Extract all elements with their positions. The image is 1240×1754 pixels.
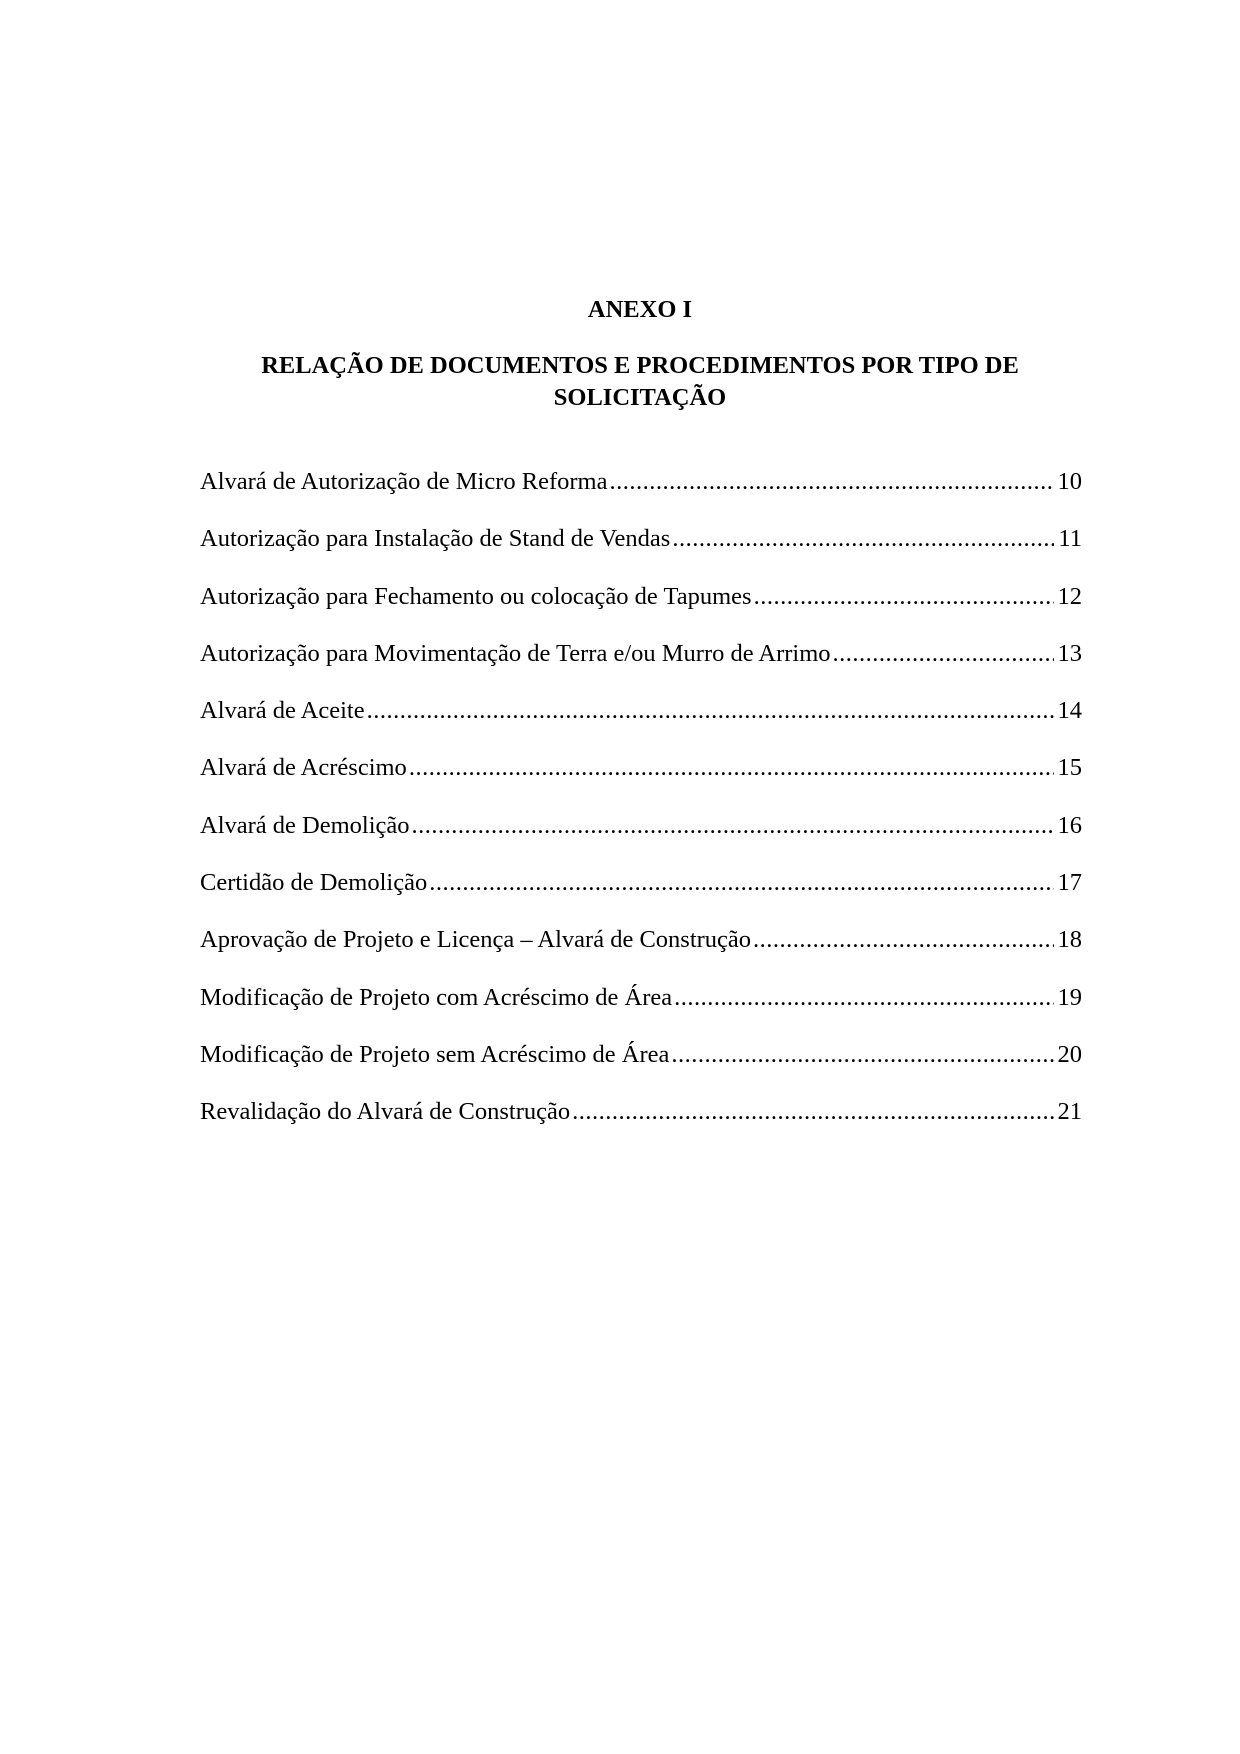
toc-entry[interactable] xyxy=(200,811,1082,868)
toc-entry-page: 15 xyxy=(1057,754,1082,782)
toc-entry-page: 20 xyxy=(1057,1040,1082,1068)
toc-entry-page: 12 xyxy=(1057,582,1082,610)
toc-entry[interactable] xyxy=(200,639,1082,696)
toc-dot-leader xyxy=(412,811,1054,841)
toc-entry-page: 21 xyxy=(1057,1098,1082,1126)
toc-entry[interactable] xyxy=(200,868,1082,925)
toc-entry-label: Autorização para Instalação de Stand de Vendas xyxy=(200,525,671,553)
toc-entry[interactable] xyxy=(200,467,1082,524)
toc-entry-label: Alvará de Demolição xyxy=(200,811,410,839)
document-title-line-2: SOLICITAÇÃO xyxy=(553,384,727,411)
toc-entry[interactable] xyxy=(200,1097,1082,1154)
toc-entry-label: Autorização para Fechamento ou colocação de Tapumes xyxy=(200,582,752,610)
toc-entry-page: 14 xyxy=(1057,697,1082,725)
toc-dot-leader xyxy=(367,696,1054,726)
toc-entry[interactable] xyxy=(200,1040,1082,1097)
toc-dot-leader xyxy=(672,524,1054,554)
toc-dot-leader xyxy=(572,1097,1053,1127)
toc-entry-label: Modificação de Projeto sem Acréscimo de Área xyxy=(200,1040,670,1068)
toc-dot-leader xyxy=(671,1040,1053,1070)
toc-dot-leader xyxy=(753,925,1053,955)
toc-dot-leader xyxy=(754,582,1054,612)
toc-dot-leader xyxy=(609,467,1053,497)
document-title-line-1: RELAÇÃO DE DOCUMENTOS E PROCEDIMENTOS POR TIPO DE xyxy=(261,352,1019,379)
toc-entry-page: 17 xyxy=(1057,869,1082,897)
toc-entry-page: 10 xyxy=(1057,468,1082,495)
toc-entry-label: Aprovação de Projeto e Licença – Alvará de Construção xyxy=(200,926,752,954)
toc-entry-page: 18 xyxy=(1057,926,1082,954)
toc-entry-label: Alvará de Acréscimo xyxy=(200,754,407,782)
toc-entry-label: Autorização para Movimentação de Terra e/ou Murro de Arrimo xyxy=(200,639,831,667)
annex-heading: ANEXO I xyxy=(587,296,693,323)
toc-entry[interactable] xyxy=(200,696,1082,753)
toc-entry-label: Modificação de Projeto com Acréscimo de Área xyxy=(200,983,673,1011)
toc-entry[interactable] xyxy=(200,983,1082,1040)
toc-entry-label: Alvará de Autorização de Micro Reforma xyxy=(200,468,608,495)
toc-entry[interactable] xyxy=(200,925,1082,982)
toc-entry-label: Certidão de Demolição xyxy=(200,869,428,897)
toc-entry-page: 19 xyxy=(1057,983,1082,1011)
toc-entry-page: 16 xyxy=(1057,811,1082,839)
toc-entry-label: Alvará de Aceite xyxy=(200,697,365,725)
toc-entry-page: 13 xyxy=(1057,639,1082,667)
toc-entry-page: 11 xyxy=(1058,525,1082,553)
document-title xyxy=(200,350,1080,414)
table-of-contents xyxy=(200,467,1082,1155)
toc-dot-leader xyxy=(409,753,1054,783)
toc-entry[interactable] xyxy=(200,753,1082,810)
toc-entry[interactable] xyxy=(200,582,1082,639)
toc-dot-leader xyxy=(833,639,1054,669)
toc-dot-leader xyxy=(429,868,1053,898)
toc-dot-leader xyxy=(674,983,1053,1013)
toc-entry-label: Revalidação do Alvará de Construção xyxy=(200,1098,571,1126)
toc-entry[interactable] xyxy=(200,524,1082,581)
